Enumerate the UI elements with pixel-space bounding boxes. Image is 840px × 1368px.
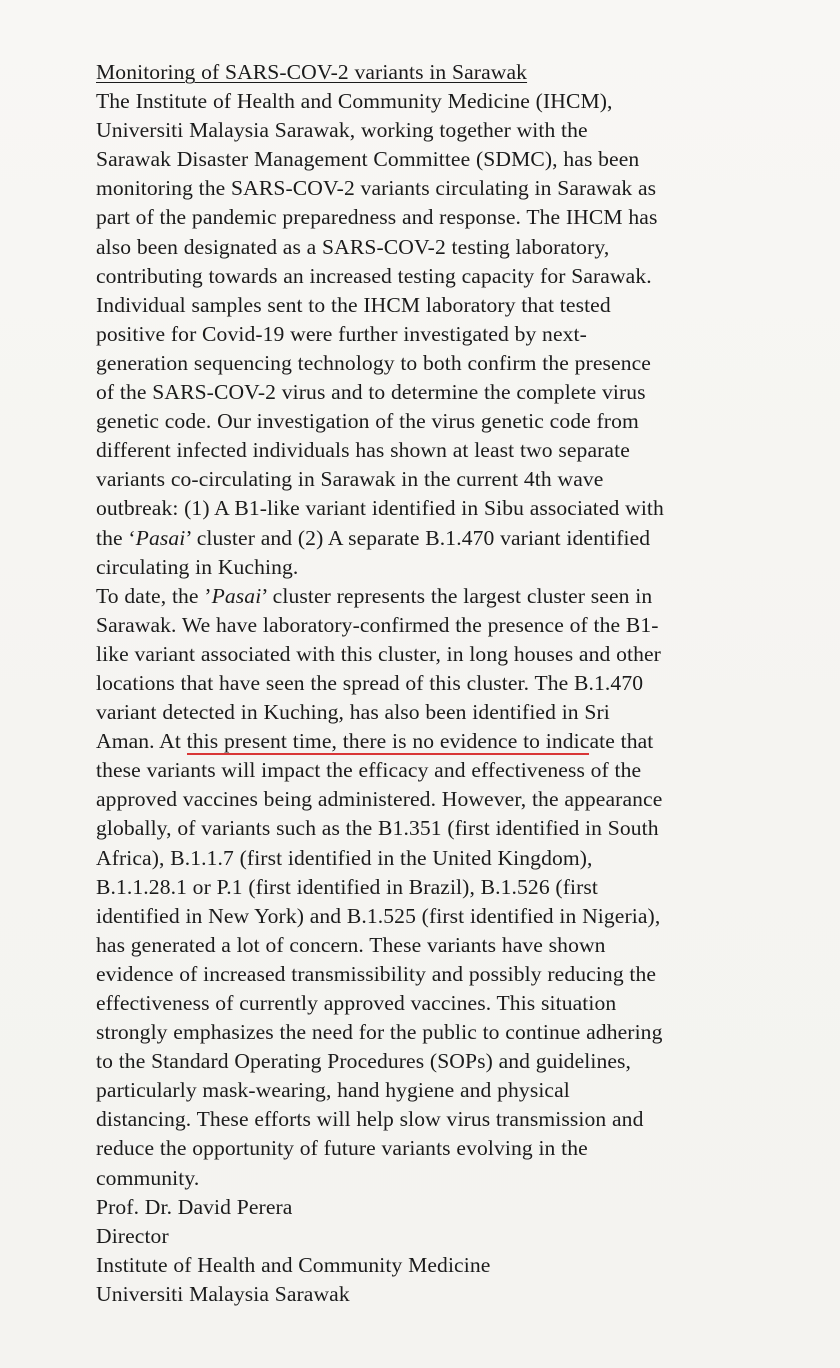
signature-role: Director [96, 1223, 169, 1248]
body-line: has generated a lot of concern. These variants have shown [96, 932, 606, 957]
text-fragment: To date, the ’ [96, 583, 212, 608]
body-line: approved vaccines being administered. However, the appearance [96, 787, 663, 812]
body-line: Sarawak. We have laboratory-confirmed the presence of the B1- [96, 612, 659, 637]
body-line: genetic code. Our investigation of the virus genetic code from [96, 409, 639, 434]
body-line: Individual samples sent to the IHCM laboratory that tested [96, 292, 611, 317]
body-line: positive for Covid-19 were further investigated by next- [96, 321, 587, 346]
body-line: of the SARS-COV-2 virus and to determine the complete virus [96, 380, 646, 405]
body-line: B.1.1.28.1 or P.1 (first identified in Brazil), B.1.526 (first [96, 874, 598, 899]
statement-text [96, 58, 816, 1309]
italic-pasai: Pasai [135, 525, 186, 550]
body-line: also been designated as a SARS-COV-2 testing laboratory, [96, 234, 610, 259]
body-line: evidence of increased transmissibility and possibly reducing the [96, 961, 657, 986]
body-line: circulating in Kuching. [96, 554, 299, 579]
red-underlined-phrase: this present time, there is no evidence to indic [186, 729, 590, 754]
body-line-highlight [96, 727, 816, 756]
body-line: effectiveness of currently approved vaccines. This situation [96, 991, 617, 1015]
text-fragment: Aman. At [96, 729, 187, 754]
signature-name: Prof. Dr. David Perera [96, 1194, 293, 1219]
text-fragment: the ‘ [96, 525, 136, 550]
body-line: strongly emphasizes the need for the public to continue adhering [96, 1020, 663, 1045]
body-line: Africa), B.1.1.7 (first identified in the United Kingdom), [96, 845, 593, 870]
text-fragment: ate that [589, 729, 654, 754]
document-title: Monitoring of SARS-COV-2 variants in Sarawak [96, 60, 528, 84]
body-line: particularly mask-wearing, hand hygiene and physical [96, 1078, 570, 1103]
body-line: different infected individuals has shown at least two separate [96, 438, 630, 463]
signature-institute: Institute of Health and Community Medicine [96, 1252, 491, 1277]
italic-pasai: Pasai [211, 583, 262, 608]
body-line: variants co-circulating in Sarawak in the current 4th wave [96, 467, 604, 492]
text-fragment: ’ cluster represents the largest cluster seen in [261, 583, 653, 608]
body-line: part of the pandemic preparedness and response. The IHCM has [96, 205, 658, 230]
body-line: outbreak: (1) A B1-like variant identified in Sibu associated with [96, 496, 664, 521]
body-line: contributing towards an increased testing capacity for Sarawak. [96, 263, 652, 288]
signature-university: Universiti Malaysia Sarawak [96, 1281, 350, 1306]
body-line-pasai-1 [96, 524, 816, 553]
body-line: Universiti Malaysia Sarawak, working together with the [96, 118, 588, 143]
body-line: these variants will impact the efficacy and effectiveness of the [96, 758, 642, 783]
body-line: reduce the opportunity of future variants evolving in the [96, 1136, 588, 1161]
body-line-pasai-2 [96, 582, 816, 611]
body-line: variant detected in Kuching, has also been identified in Sri [96, 700, 610, 725]
body-line: generation sequencing technology to both confirm the presence [96, 350, 651, 375]
body-line: identified in New York) and B.1.525 (first identified in Nigeria), [96, 903, 661, 928]
body-line: community. [96, 1165, 200, 1190]
body-line: to the Standard Operating Procedures (SOPs) and guidelines, [96, 1049, 632, 1074]
body-line: The Institute of Health and Community Medicine (IHCM), [96, 89, 613, 114]
body-line: locations that have seen the spread of this cluster. The B.1.470 [96, 670, 644, 695]
body-line: globally, of variants such as the B1.351 (first identified in South [96, 816, 659, 841]
body-line: Sarawak Disaster Management Committee (SDMC), has been [96, 147, 640, 172]
body-line: distancing. These efforts will help slow virus transmission and [96, 1107, 644, 1132]
text-fragment: ’ cluster and (2) A separate B.1.470 variant identified [185, 525, 651, 550]
body-line: monitoring the SARS-COV-2 variants circulating in Sarawak as [96, 176, 657, 201]
body-line: like variant associated with this cluster, in long houses and other [96, 641, 661, 666]
